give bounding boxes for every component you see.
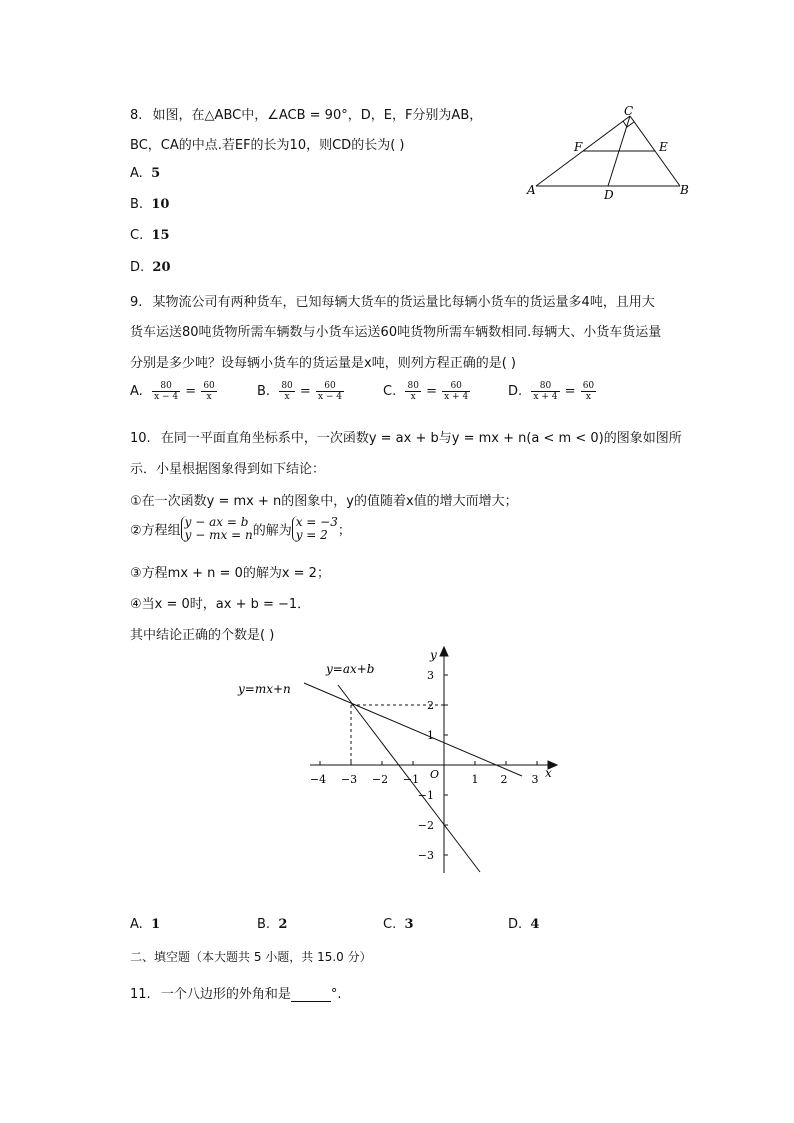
q11-answer-blank[interactable] — [291, 987, 331, 1002]
q10-text-1: 在同一平面直角坐标系中，一次函数y = ax + b与y = mx + n(a < m < 0)的图象如图所 — [160, 431, 682, 446]
q9-text-1: 某物流公司有两种货车，已知每辆大货车的货运量比每辆小货车的货运量多4吨，且用大 — [152, 295, 655, 310]
y-axis-arrow — [440, 647, 448, 656]
y-axis-label: y — [430, 648, 437, 662]
q9-number: 9. — [130, 295, 143, 310]
x-tick-neg1: −1 — [402, 773, 420, 786]
q9-option-d[interactable]: D. $\frac{80}{x + 4}$ = $\frac{60}{x}$ — [508, 381, 595, 402]
label-line-mx-n: y=mx+n — [238, 682, 291, 696]
q9-option-a[interactable]: A. $\frac{80}{x - 4}$ = $\frac{60}{x}$ — [130, 381, 215, 402]
label-f: F — [574, 140, 583, 154]
y-tick-neg1: −1 — [417, 789, 434, 802]
q8-stem-line1 — [130, 104, 482, 123]
q10-option-a[interactable]: A. 1 — [130, 917, 161, 932]
q9-stem-line1 — [130, 291, 655, 310]
q9-stem-line2: 货车运送80吨货物所需车辆数与小货车运送60吨货物所需车辆数相同.每辆大、小货车货运量 — [130, 325, 662, 340]
q9-stem-line3: 分别是多少吨？设每辆小货车的货运量是x吨，则列方程正确的是( ) — [130, 356, 516, 371]
label-a: A — [527, 183, 536, 197]
q11-stem — [130, 983, 341, 1002]
q10-number: 10. — [130, 431, 151, 446]
q10-conclusion-1: ①在一次函数y = mx + n的图象中，y的值随着x值的增大而增大； — [130, 494, 518, 509]
q9-option-b[interactable]: B. $\frac{80}{x}$ = $\frac{60}{x - 4}$ — [257, 381, 343, 402]
q8-option-b[interactable]: B. 10 — [130, 197, 170, 212]
label-d: D — [604, 188, 614, 202]
q10-option-c[interactable]: C. 3 — [383, 917, 414, 932]
q10-conclusion-2: ②方程组 y − ax = b y − mx = n 的解为 x = −3 y = 2 ； — [130, 515, 351, 542]
x-tick-3: 3 — [531, 773, 539, 786]
q10-conclusion-4: ④当x = 0时，ax + b = −1． — [130, 597, 311, 612]
q9-option-c[interactable]: C. $\frac{80}{x}$ = $\frac{60}{x + 4}$ — [383, 381, 469, 402]
q10-question: 其中结论正确的个数是( ) — [130, 628, 275, 643]
section-2-title: 二、填空题（本大题共 5 小题，共 15.0 分） — [130, 950, 372, 964]
q10-stem-line1 — [130, 427, 682, 446]
label-line-ax-b: y=ax+b — [326, 662, 375, 676]
x-tick-neg3: −3 — [340, 773, 358, 786]
y-tick-neg2: −2 — [417, 819, 434, 832]
x-tick-1: 1 — [471, 773, 479, 786]
x-tick-neg4: −4 — [309, 773, 327, 786]
label-e: E — [659, 140, 668, 154]
q11-text: 一个八边形的外角和是 — [160, 987, 291, 1002]
q10-option-b[interactable]: B. 2 — [257, 917, 288, 932]
y-tick-neg3: −3 — [417, 849, 434, 862]
q10-conclusion-3: ③方程mx + n = 0的解为x = 2； — [130, 566, 330, 581]
q8-option-d[interactable]: D. 20 — [130, 260, 171, 275]
q8-text-1: 如图，在△ABC中，∠ACB = 90°，D，E，F分别为AB， — [152, 108, 483, 123]
y-tick-1: 1 — [427, 729, 434, 742]
q11-tail: °. — [330, 987, 342, 1002]
q10-option-d[interactable]: D. 4 — [508, 917, 540, 932]
y-tick-2: 2 — [427, 699, 434, 712]
y-tick-3: 3 — [427, 669, 434, 682]
x-tick-2: 2 — [500, 773, 508, 786]
q8-triangle-figure — [520, 100, 700, 205]
q10-stem-line2: 示．小星根据图象得到如下结论： — [130, 462, 326, 477]
label-b: B — [680, 183, 689, 197]
q10-coordinate-graph — [230, 645, 570, 880]
label-c: C — [624, 104, 634, 118]
x-tick-neg2: −2 — [371, 773, 389, 786]
q8-number: 8. — [130, 108, 143, 123]
q8-option-a[interactable]: A. 5 — [130, 166, 161, 181]
q8-stem-line2: BC，CA的中点.若EF的长为10，则CD的长为( ) — [130, 138, 405, 153]
origin-label: O — [430, 768, 440, 781]
q8-option-c[interactable]: C. 15 — [130, 228, 170, 243]
q11-number: 11. — [130, 987, 151, 1002]
x-axis-label: x — [545, 766, 552, 780]
